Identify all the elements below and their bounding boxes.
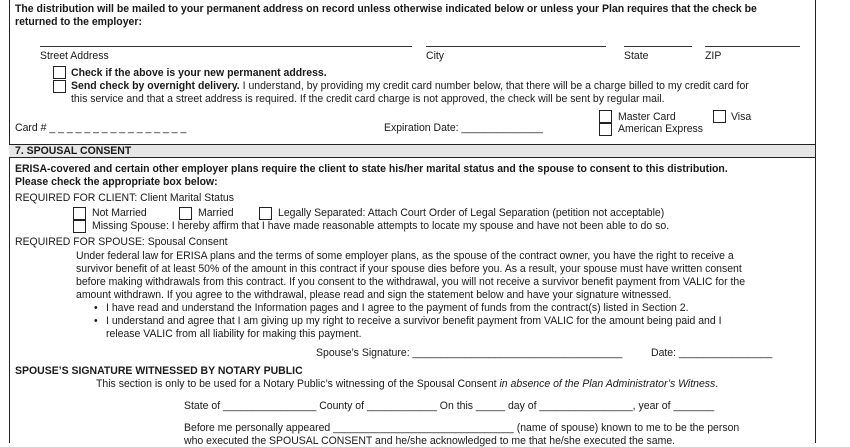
notary-description-italic: in absence of the Plan Administrator’s Witness (499, 378, 716, 390)
bullet-dot-2: • (94, 315, 98, 327)
distribution-intro-2: returned to the employer: (15, 16, 142, 28)
consent-paragraph-4: amount withdrawn. If you agree to the withdrawal, please read and sign the statement below and have your signature witnessed. (76, 289, 672, 301)
notary-description-a: This section is only to be used for a Notary Public’s witnessing of the Spousal Consent (96, 378, 500, 390)
notary-description-c: . (715, 378, 719, 390)
overnight-checkbox[interactable] (53, 80, 66, 93)
section-title: 7. SPOUSAL CONSENT (15, 145, 132, 157)
consent-paragraph-1: Under federal law for ERISA plans and the terms of some employer plans, as the spouse of the contract owner, you have the right to receive a (76, 250, 734, 262)
frame-right-border (815, 0, 816, 443)
notary-before-me-1[interactable]: Before me personally appeared _______________________________ (name of spouse) known to me to be the person (184, 422, 740, 434)
card-number-field[interactable]: Card # _ _ _ _ _ _ _ _ _ _ _ _ _ _ _ _ (15, 122, 187, 134)
distribution-intro: The distribution will be mailed to your permanent address on record unless otherwise indicated below or unless your Plan requires that the check be (15, 3, 757, 15)
erisa-text-2: Please check the appropriate box below: (15, 176, 218, 188)
city-line[interactable] (426, 46, 606, 47)
legally-separated-label: Legally Separated: Attach Court Order of Legal Separation (petition not acceptable) (278, 207, 665, 219)
notary-title: SPOUSE’S SIGNATURE WITNESSED BY NOTARY PUBLIC (15, 365, 303, 377)
not-married-label: Not Married (92, 207, 147, 219)
spouse-signature-field[interactable]: Spouse’s Signature: ____________________________________ (316, 347, 623, 359)
frame-left-border (9, 0, 10, 443)
master-card-label: Master Card (618, 111, 676, 123)
notary-before-me-2: who executed the SPOUSAL CONSENT and he/she acknowledged to me that he/she executed the same. (184, 435, 676, 447)
consent-bullet-1: I have read and understand the Information pages and I agree to the payment of funds from the contract(s) listed in Section 2. (106, 302, 689, 314)
married-label: Married (198, 207, 234, 219)
expiration-date-field[interactable]: Expiration Date: ______________ (384, 122, 544, 134)
erisa-text-1: ERISA-covered and certain other employer plans require the client to state his/her marital status and the spouse to consent to this distribution. (15, 163, 728, 175)
new-address-checkbox[interactable] (53, 66, 66, 79)
consent-bullet-2a: I understand and agree that I am giving up my right to receive a survivor benefit payment from VALIC for the amount being paid and I (106, 315, 722, 327)
bullet-dot-1: • (94, 302, 98, 314)
legally-separated-checkbox[interactable] (259, 207, 272, 220)
notary-description (96, 378, 718, 390)
street-address-label: Street Address (40, 50, 109, 62)
overnight-text (71, 80, 749, 92)
city-label: City (426, 50, 445, 62)
zip-label: ZIP (705, 50, 722, 62)
not-married-checkbox[interactable] (73, 207, 86, 220)
spouse-date-field[interactable]: Date: ________________ (651, 347, 773, 359)
missing-spouse-checkbox[interactable] (73, 220, 86, 233)
state-line[interactable] (624, 46, 692, 47)
notary-state-county-line[interactable]: State of ________________ County of ____________ On this _____ day of ________________, year of _______ (184, 400, 715, 412)
visa-checkbox[interactable] (713, 110, 726, 123)
required-client-heading: REQUIRED FOR CLIENT: Client Marital Status (15, 192, 234, 204)
overnight-bold: Send check by overnight delivery. (71, 80, 240, 92)
state-label: State (624, 50, 649, 62)
consent-paragraph-3: before making withdrawals from this contract. If you consent to the withdrawal, you will not receive a survivor benefit payment from VALIC for the (76, 276, 746, 288)
street-address-line[interactable] (40, 46, 412, 47)
american-express-label: American Express (618, 123, 704, 135)
visa-label: Visa (731, 111, 752, 123)
consent-bullet-2b: release VALIC from all liability for making this payment. (106, 328, 362, 340)
missing-spouse-label: Missing Spouse: I hereby affirm that I have made reasonable attempts to locate my spouse and have not been able to do so. (92, 220, 670, 232)
married-checkbox[interactable] (179, 207, 192, 220)
consent-paragraph-2: survivor benefit of at least 50% of the amount in this contract if your spouse dies before you. As a result, your spouse must have written consent (76, 263, 742, 275)
american-express-checkbox[interactable] (599, 123, 612, 136)
required-spouse-heading: REQUIRED FOR SPOUSE: Spousal Consent (15, 236, 228, 248)
overnight-rest: I understand, by providing my credit card number below, that there will be a charge billed to my credit card for (239, 80, 749, 92)
master-card-checkbox[interactable] (599, 110, 612, 123)
overnight-text-2: this service and that a street address is required. If the credit card charge is not approved, the check will be sent by regular mail. (71, 93, 665, 105)
zip-line[interactable] (705, 46, 800, 47)
new-address-label: Check if the above is your new permanent address. (71, 67, 327, 79)
